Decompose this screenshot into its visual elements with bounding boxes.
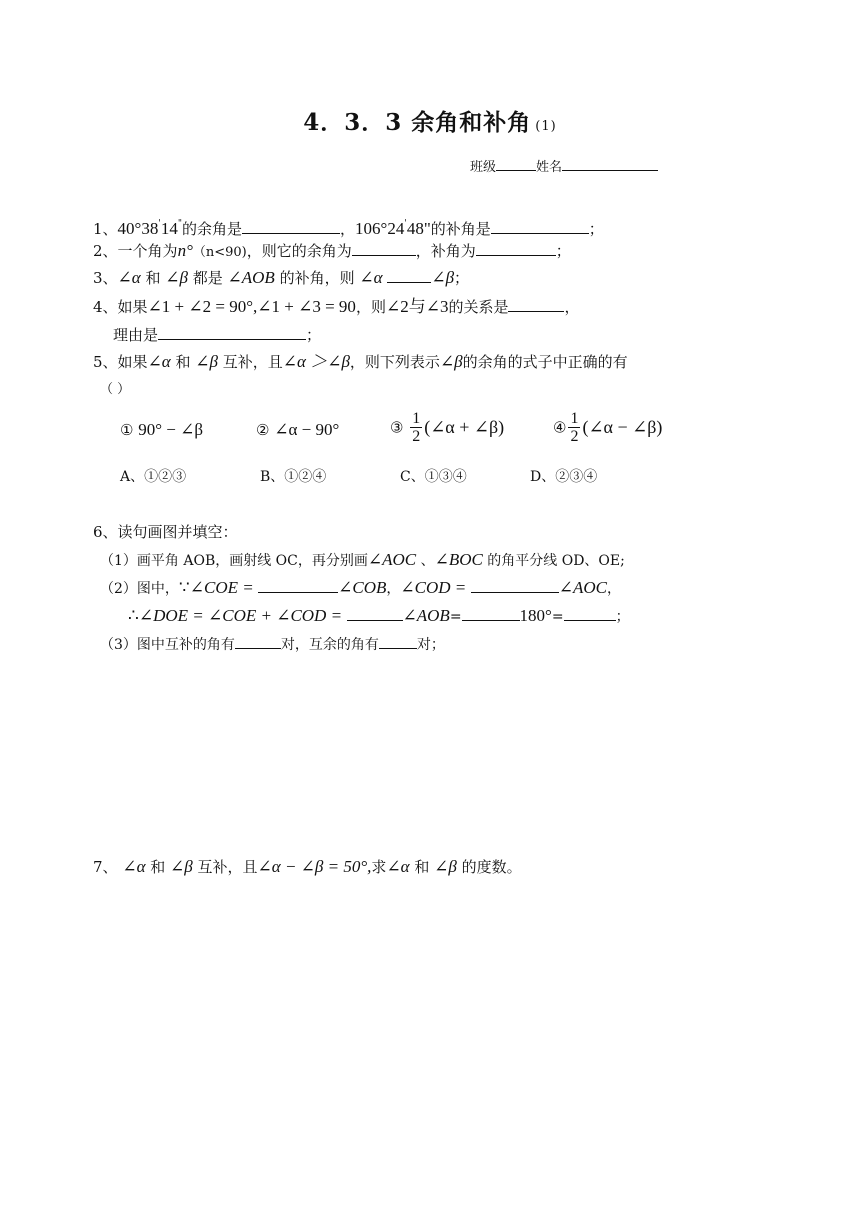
choice-a[interactable]: [120, 466, 186, 486]
question-6: [93, 522, 238, 542]
question-7: [93, 857, 522, 877]
option-4-mark: ④: [553, 418, 567, 437]
q6-part-2: [100, 578, 621, 599]
q3-beta: ∠β: [165, 268, 188, 287]
q2-paren: （n<90): [192, 245, 247, 260]
q2-blank2[interactable]: [476, 241, 556, 256]
frac-num: 1: [570, 410, 579, 427]
option-2-mark: ②: [256, 421, 270, 439]
q4-blank1[interactable]: [508, 297, 564, 312]
student-info-line: [470, 156, 658, 177]
q3-alpha2: ∠α: [359, 268, 383, 287]
option-3-expr: (∠α + ∠β): [424, 417, 505, 437]
option-3-mark: ③: [390, 418, 404, 437]
q7-text4: 和: [409, 858, 435, 876]
q3-text3: 的补角，则: [274, 269, 360, 287]
q7-alpha: ∠α: [122, 857, 146, 876]
q4-text3: 的关系是: [448, 298, 509, 316]
q7-beta2: ∠β: [434, 857, 457, 876]
class-label: 班级: [470, 160, 497, 175]
q5-option-1: [120, 420, 203, 440]
q1-text2: 的补角是: [430, 220, 491, 238]
q4-text2: ，则: [355, 298, 386, 316]
q3-beta2: ∠β: [431, 268, 455, 287]
q6-p1-end: 的角平分线 OD、OE;: [482, 553, 625, 569]
q5-option-2: [256, 420, 339, 440]
q6-blank2[interactable]: [471, 578, 559, 593]
q1-minute-mark: ': [158, 219, 161, 229]
q5-option-4: [553, 410, 662, 445]
q2-end: ；: [555, 242, 571, 260]
q6-p1-text: （1）画平角 AOB，画射线 OC，再分别画: [100, 553, 368, 569]
q6-part-3: [100, 634, 445, 655]
option-3-fraction: [410, 410, 422, 445]
q7-text2: 互补，且: [192, 858, 258, 876]
question-3: [93, 268, 469, 288]
q3-number: 3、: [93, 269, 118, 287]
choice-b-label: B、①②④: [260, 469, 327, 485]
q2-text2: ，则它的余角为: [246, 242, 352, 260]
option-2-expr: ∠α − 90°: [274, 420, 340, 439]
option-4-fraction: [568, 410, 580, 445]
q6-p2-text: （2）图中，: [100, 581, 179, 597]
title-main: 4．3．3 余角和补角: [303, 109, 532, 136]
q1-sep: ，: [340, 220, 356, 238]
q2-blank1[interactable]: [352, 241, 416, 256]
q5-option-3: [390, 410, 504, 445]
frac-den: 2: [570, 428, 579, 445]
choice-c[interactable]: [400, 466, 467, 486]
q3-alpha: ∠α: [117, 268, 141, 287]
q5-text3: 互补，且: [218, 353, 283, 371]
question-4: [93, 297, 579, 317]
q6-p2-end: ，: [606, 581, 621, 597]
choice-b[interactable]: [260, 466, 326, 486]
q3-end: ；: [454, 269, 470, 287]
q6-p1-aoc: ∠AOC: [367, 550, 417, 569]
q6-blank6[interactable]: [235, 634, 281, 649]
q1-blank2[interactable]: [491, 219, 589, 234]
q5-text2: 和: [170, 353, 196, 371]
class-field[interactable]: [496, 156, 536, 171]
q6-p2b-180: 180°: [519, 606, 552, 625]
q6-p2b-end: ；: [615, 609, 630, 625]
title-sub: (1): [535, 119, 557, 134]
q1-blank1[interactable]: [242, 219, 340, 234]
q4-end2: ；: [306, 326, 322, 344]
because-symbol: ∵: [178, 578, 190, 597]
q2-text1: 一个角为: [117, 242, 178, 260]
q2-n: n°: [177, 241, 193, 260]
question-5: [93, 352, 628, 372]
q4-text1: 如果: [117, 298, 148, 316]
q1-end: ；: [588, 220, 604, 238]
q6-p1-sep: 、: [416, 553, 435, 569]
q6-number: 6、: [93, 523, 118, 541]
q6-blank1[interactable]: [258, 578, 338, 593]
q6-p2-coe: ∠COE =: [189, 578, 254, 597]
q1-angle2: 106°24: [355, 219, 405, 238]
choice-c-label: C、①③④: [400, 469, 467, 485]
frac-num: 1: [412, 410, 421, 427]
q7-expr: ∠α − ∠β = 50°,: [257, 857, 372, 876]
question-4-reason: [113, 325, 321, 345]
q5-paren: （ ）: [100, 382, 131, 397]
q3-aob: ∠AOB: [227, 268, 275, 287]
q1-number: 1、: [93, 220, 118, 238]
q6-blank5[interactable]: [564, 606, 616, 621]
option-1-expr: 90° − ∠β: [138, 420, 204, 439]
therefore-symbol: ∴: [128, 606, 139, 625]
name-field[interactable]: [562, 156, 658, 171]
q1-text1: 的余角是: [181, 220, 242, 238]
page-title: [0, 108, 860, 142]
q7-number: 7、: [93, 858, 118, 876]
q4-reason-label: 理由是: [113, 326, 159, 344]
q5-beta: ∠β: [195, 352, 218, 371]
q6-part-2b: [128, 606, 630, 627]
choice-d[interactable]: [530, 466, 597, 486]
q5-ineq: ∠α ＞∠β: [282, 352, 350, 371]
q5-text1: 如果: [117, 353, 148, 371]
q6-p2b-eq1: =: [449, 609, 462, 625]
q7-text1: 和: [145, 858, 171, 876]
q1-angle2-minute-mark: ': [404, 219, 407, 229]
q6-p2b-eq2: =: [551, 609, 564, 625]
q5-number: 5、: [93, 353, 118, 371]
name-label: 姓名: [536, 160, 563, 175]
q6-blank3[interactable]: [347, 606, 403, 621]
q1-angle1: 40°38: [117, 219, 159, 238]
q3-blank[interactable]: [387, 268, 431, 283]
q4-expr: ∠1 + ∠2 = 90°,∠1 + ∠3 = 90: [147, 297, 356, 316]
q1-angle2-seconds: 48": [406, 219, 431, 238]
q5-text4: ，则下列表示: [349, 353, 440, 371]
q6-blank7[interactable]: [379, 634, 417, 649]
q7-text5: 的度数。: [456, 858, 522, 876]
q6-p3-pair: 对，互余的角有: [280, 637, 379, 653]
q2-number: 2、: [93, 242, 118, 260]
q4-blank2[interactable]: [158, 325, 306, 340]
choice-d-label: D、②③④: [530, 469, 598, 485]
question-2: [93, 241, 571, 263]
q6-p2-cob: ∠COB: [338, 578, 387, 597]
q7-beta: ∠β: [170, 857, 193, 876]
q1-angle1-seconds: 14: [160, 219, 178, 238]
q6-p1-boc: ∠BOC: [434, 550, 483, 569]
q7-text3: 求: [371, 858, 387, 876]
q5-text5: 的余角的式子中正确的有: [462, 353, 628, 371]
q5-answer-paren: [100, 380, 130, 400]
option-1-mark: ①: [120, 421, 134, 439]
question-1: [93, 214, 604, 239]
q6-text: 读句画图并填空：: [117, 523, 238, 541]
frac-den: 2: [412, 428, 421, 445]
q1-second-mark: ": [177, 219, 182, 229]
q5-beta2: ∠β: [439, 352, 463, 371]
q6-p3-end: 对；: [416, 637, 445, 653]
q6-p2-cod: ∠COD =: [400, 578, 467, 597]
q7-alpha2: ∠α: [386, 857, 410, 876]
q3-text1: 和: [140, 269, 166, 287]
q6-p2b-aob: ∠AOB: [402, 606, 450, 625]
q6-p2-aoc: ∠AOC: [558, 578, 607, 597]
q2-text3: ，补角为: [415, 242, 476, 260]
q6-part-1: [100, 550, 625, 571]
q6-p2-comma: ，: [386, 581, 401, 597]
q6-p2b-expr: ∠DOE = ∠COE + ∠COD =: [138, 606, 343, 625]
q4-rel: ∠2与∠3: [385, 297, 449, 316]
q3-text2: 都是: [187, 269, 228, 287]
choice-a-label: A、①②③: [120, 469, 187, 485]
q4-number: 4、: [93, 298, 118, 316]
q6-blank4[interactable]: [462, 606, 520, 621]
option-4-expr: (∠α − ∠β): [582, 417, 663, 437]
q6-p3-text: （3）图中互补的角有: [100, 637, 235, 653]
q5-alpha: ∠α: [147, 352, 171, 371]
q4-end: ，: [564, 298, 580, 316]
